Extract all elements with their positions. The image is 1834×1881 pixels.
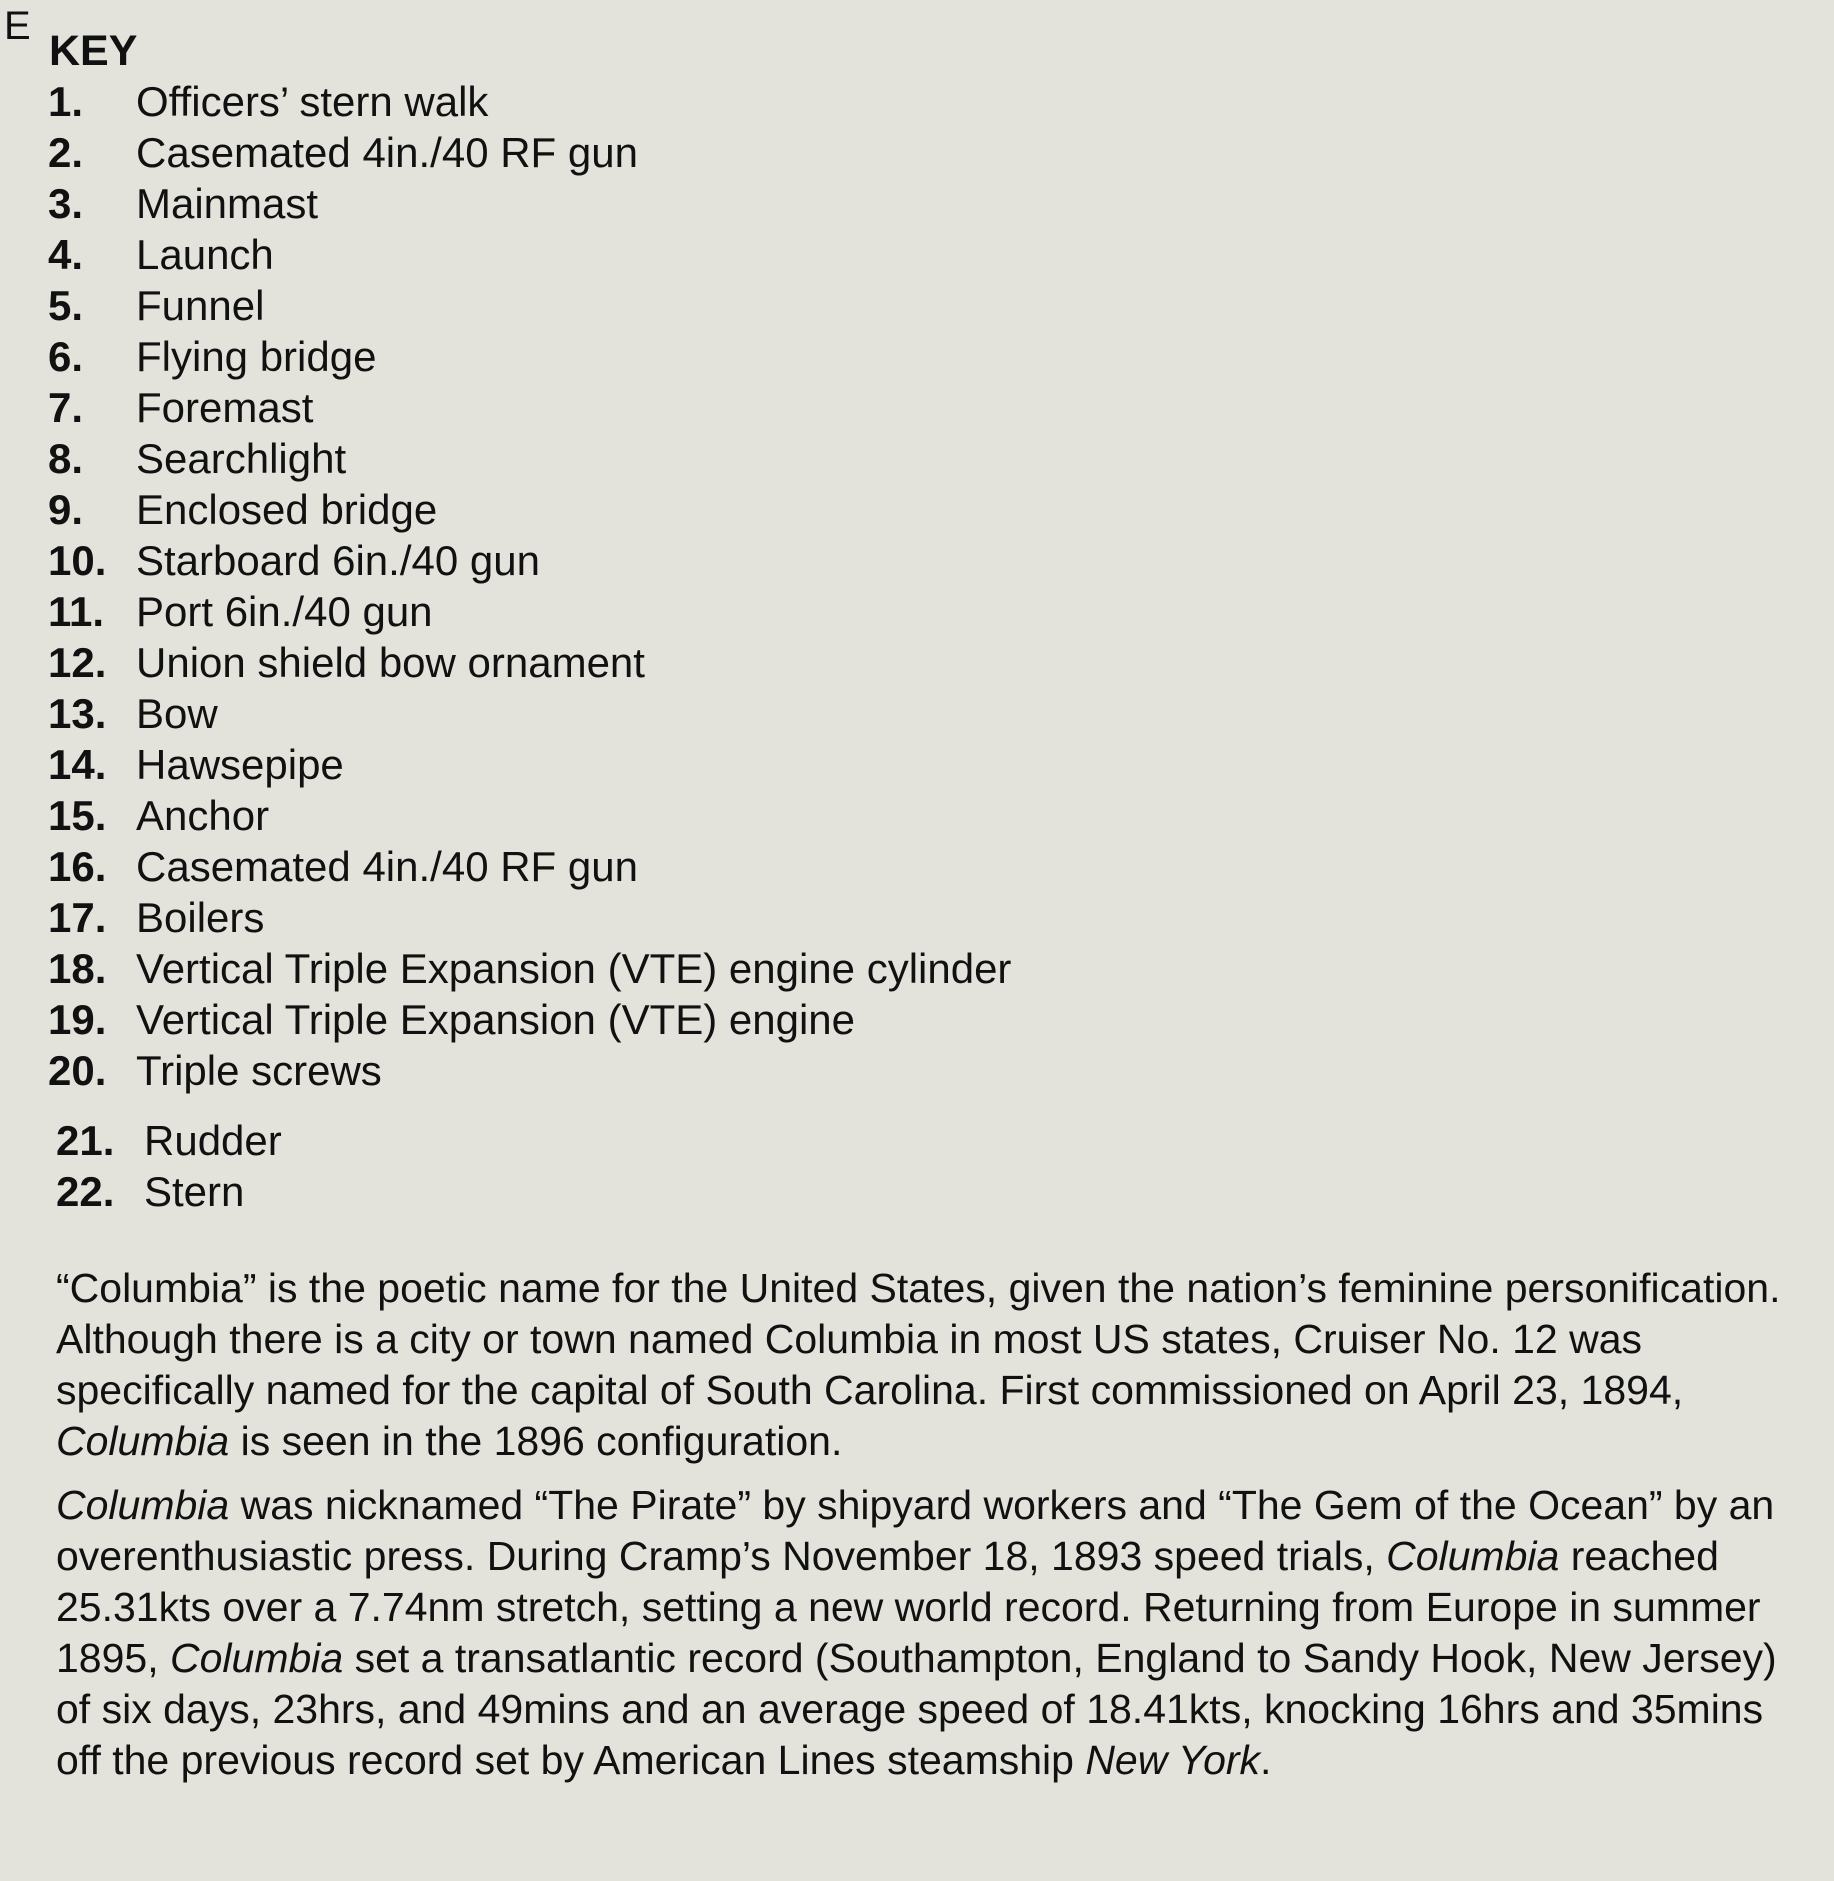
key-item — [48, 178, 1011, 229]
paragraph-text: . — [1260, 1737, 1272, 1783]
key-item-number: 10. — [48, 537, 107, 584]
key-item-label: Foremast — [136, 384, 314, 431]
key-item-number: 2. — [48, 129, 84, 176]
key-item — [48, 127, 1011, 178]
corner-letter: E — [4, 4, 31, 48]
key-item-number: 13. — [48, 690, 107, 737]
key-item-label: Rudder — [144, 1117, 282, 1164]
key-item-number: 14. — [48, 741, 107, 788]
key-item-number: 16. — [48, 843, 107, 890]
key-item-label: Union shield bow ornament — [136, 639, 645, 686]
key-item-label: Funnel — [136, 282, 265, 329]
key-item-label: Bow — [136, 690, 218, 737]
key-item-label: Mainmast — [136, 180, 319, 227]
key-item-number: 18. — [48, 945, 107, 992]
key-item-label: Enclosed bridge — [136, 486, 438, 533]
key-item — [48, 382, 1011, 433]
key-item-number: 1. — [48, 78, 84, 125]
key-item-label: Vertical Triple Expansion (VTE) engine — [136, 996, 856, 1043]
key-item — [48, 484, 1011, 535]
ship-name-italic: Columbia — [170, 1635, 344, 1681]
key-item-number: 21. — [56, 1117, 115, 1164]
key-item-label: Vertical Triple Expansion (VTE) engine cylinder — [136, 945, 1012, 992]
key-item-number: 22. — [56, 1168, 115, 1215]
paragraph-text: is seen in the 1896 configuration. — [229, 1418, 843, 1464]
key-item-number: 5. — [48, 282, 84, 329]
key-list — [48, 76, 1011, 1096]
key-item-number: 17. — [48, 894, 107, 941]
key-item-number: 11. — [48, 588, 105, 635]
key-title: KEY — [49, 27, 138, 75]
key-item-label: Casemated 4in./40 RF gun — [136, 843, 638, 890]
ship-name-italic: Columbia — [56, 1418, 230, 1464]
paragraph-text: “Columbia” is the poetic name for the United States, given the nation’s feminine personification. Although there is a city or town named Columbia in most US states, Cruiser No. 12 was specifically named for the capital of South Carolina. First commissioned on April 23, 1894, — [56, 1265, 1781, 1413]
ship-name-italic: Columbia — [56, 1482, 230, 1528]
key-item — [48, 76, 1011, 127]
key-item — [48, 841, 1011, 892]
key-item — [48, 535, 1011, 586]
key-item — [48, 892, 1011, 943]
key-item-label: Flying bridge — [136, 333, 377, 380]
key-item — [48, 586, 1011, 637]
key-item-number: 9. — [48, 486, 84, 533]
paragraph-text: was nicknamed “The Pirate” by shipyard workers and “The Gem of the Ocean” by an overenthusiastic press. During Cramp’s November 18, 1893 speed trials, — [56, 1482, 1775, 1579]
key-item-number: 15. — [48, 792, 107, 839]
key-item-label: Boilers — [136, 894, 265, 941]
key-item-label: Officers’ stern walk — [136, 78, 489, 125]
key-item-label: Starboard 6in./40 gun — [136, 537, 540, 584]
ship-name-italic: New York — [1085, 1737, 1261, 1783]
key-list-continued — [56, 1115, 282, 1217]
key-item — [48, 994, 1011, 1045]
key-item — [56, 1166, 282, 1217]
key-item-number: 19. — [48, 996, 107, 1043]
key-item — [48, 229, 1011, 280]
key-item-label: Anchor — [136, 792, 270, 839]
key-item-label: Launch — [136, 231, 274, 278]
key-item-number: 3. — [48, 180, 84, 227]
key-item — [48, 943, 1011, 994]
key-item-label: Stern — [144, 1168, 245, 1215]
key-item-number: 12. — [48, 639, 107, 686]
key-item — [48, 790, 1011, 841]
key-item — [56, 1115, 282, 1166]
key-item-number: 7. — [48, 384, 84, 431]
key-item — [48, 331, 1011, 382]
key-item — [48, 637, 1011, 688]
key-item — [48, 433, 1011, 484]
key-item-label: Searchlight — [136, 435, 347, 482]
key-item-number: 4. — [48, 231, 84, 278]
key-item — [48, 688, 1011, 739]
key-item — [48, 1045, 1011, 1096]
key-item — [48, 280, 1011, 331]
paragraph-text: reached 25.31kts over a 7.74nm stretch, setting a new world record. Returning from Europe in summer 1895, — [56, 1533, 1761, 1681]
key-item-label: Hawsepipe — [136, 741, 344, 788]
paragraph-name-origin — [56, 1263, 1816, 1467]
key-item-label: Casemated 4in./40 RF gun — [136, 129, 638, 176]
key-item — [48, 739, 1011, 790]
key-item-label: Port 6in./40 gun — [136, 588, 433, 635]
paragraph-text: set a transatlantic record (Southampton, England to Sandy Hook, New Jersey) of six days, 23hrs, and 49mins and an average speed of 18.41kts, knocking 16hrs and 35mins off the previous record set by American Lines steamship — [56, 1635, 1777, 1783]
key-item-number: 20. — [48, 1047, 107, 1094]
ship-name-italic: Columbia — [1386, 1533, 1560, 1579]
key-item-number: 8. — [48, 435, 84, 482]
key-item-label: Triple screws — [136, 1047, 382, 1094]
paragraph-records — [56, 1480, 1816, 1786]
key-item-number: 6. — [48, 333, 84, 380]
